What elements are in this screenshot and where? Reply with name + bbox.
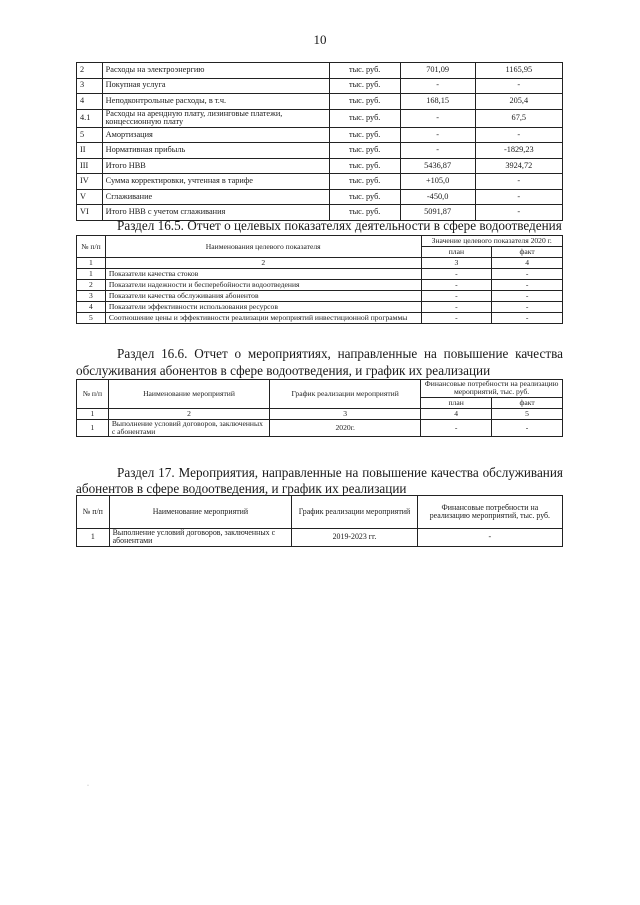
row-name: Показатели надежности и бесперебойности водоотведения [105,280,421,291]
table-row [77,174,563,190]
index-row [77,258,563,269]
row-plan: - [421,280,492,291]
section-17-heading-line2: абонентов в сфере водоотведения, и график их реализации [76,481,407,496]
row-name: Выполнение условий договоров, заключенных с абонентами [108,420,269,437]
row-plan: - [400,127,475,143]
row-number: 3 [77,78,103,94]
row-name: Амортизация [102,127,329,143]
table-row [77,420,563,437]
row-number: III [77,158,103,174]
row-name: Итого НВВ [102,158,329,174]
row-name: Сумма корректировки, учтенная в тарифе [102,174,329,190]
row-name: Выполнение условий договоров, заключенных с абонентами [109,529,292,547]
col-header-name: Наименование мероприятий [109,496,292,529]
index-cell: 2 [108,409,269,420]
row-number: V [77,189,103,205]
table-row [77,269,563,280]
row-name: Расходы на электроэнергию [102,63,329,79]
row-number: 4 [77,302,106,313]
table-row [77,189,563,205]
col-header-schedule: График реализации мероприятий [292,496,418,529]
col-header-value: Значение целевого показателя 2020 г. [421,236,562,247]
index-cell: 3 [270,409,421,420]
col-header-fact: факт [492,397,563,408]
row-plan: - [421,269,492,280]
row-name: Неподконтрольные расходы, в т.ч. [102,94,329,110]
table-row [77,313,563,324]
row-unit: тыс. руб. [329,158,400,174]
margin-mark: · [87,783,89,789]
row-unit: тыс. руб. [329,109,400,127]
row-fact: 1165,95 [475,63,562,79]
measures-plan-table [76,495,563,547]
col-header-finance: Финансовые потребности на реализацию мероприятий, тыс. руб. [417,496,562,529]
row-plan: - [421,420,492,437]
row-fact: - [475,127,562,143]
col-header-num: № п/п [77,380,109,409]
row-fact: - [492,291,563,302]
row-name: Покупная услуга [102,78,329,94]
row-number: IV [77,174,103,190]
row-plan: - [421,291,492,302]
row-unit: тыс. руб. [329,78,400,94]
col-header-fact: факт [492,247,563,258]
row-fact: - [492,280,563,291]
row-plan: +105,0 [400,174,475,190]
row-plan: - [421,302,492,313]
row-name: Нормативная прибыль [102,143,329,159]
row-name: Расходы на арендную плату, лизинговые платежи, концессионную плату [102,109,329,127]
row-plan: 5091,87 [400,205,475,221]
table-row [77,302,563,313]
row-schedule: 2020г. [270,420,421,437]
section-16-6-heading-line2: обслуживания абонентов в сфере водоотведения, и график их реализации [76,363,491,378]
row-unit: тыс. руб. [329,205,400,221]
measures-report-table [76,379,563,437]
row-fact: - [475,205,562,221]
index-cell: 4 [421,409,492,420]
col-header-num: № п/п [77,496,110,529]
row-fact: - [492,302,563,313]
row-name: Показатели эффективности использования ресурсов [105,302,421,313]
row-plan: - [400,78,475,94]
row-name: Соотношение цены и эффективности реализации мероприятий инвестиционной программы [105,313,421,324]
col-header-plan: план [421,247,492,258]
row-number: 1 [77,269,106,280]
row-schedule: 2019-2023 гг. [292,529,418,547]
index-cell: 1 [77,409,109,420]
row-number: 2 [77,280,106,291]
table-row [77,529,563,547]
row-number: 2 [77,63,103,79]
row-plan: 701,09 [400,63,475,79]
index-row [77,409,563,420]
row-number: 5 [77,127,103,143]
row-number: 1 [77,529,110,547]
row-name: Показатели качества стоков [105,269,421,280]
row-plan: - [421,313,492,324]
row-fact: - [475,78,562,94]
row-unit: тыс. руб. [329,189,400,205]
index-cell: 1 [77,258,106,269]
col-header-name: Наименования целевого показателя [105,236,421,258]
section-16-5-heading: Раздел 16.5. Отчет о целевых показателях деятельности в сфере водоотведения [117,218,562,233]
target-indicators-table [76,235,563,324]
row-plan: - [400,109,475,127]
table-row [77,109,563,127]
col-header-finance: Финансовые потребности на реализацию мероприятий, тыс. руб. [421,380,563,398]
row-unit: тыс. руб. [329,63,400,79]
section-16-6-heading-line1: Раздел 16.6. Отчет о мероприятиях, направленные на повышение качества [117,346,563,361]
table-row [77,280,563,291]
row-unit: тыс. руб. [329,94,400,110]
row-unit: тыс. руб. [329,127,400,143]
row-finance: - [417,529,562,547]
index-cell: 5 [492,409,563,420]
row-plan: 168,15 [400,94,475,110]
index-cell: 4 [492,258,563,269]
row-fact: 205,4 [475,94,562,110]
row-name: Показатели качества обслуживания абонентов [105,291,421,302]
table-row [77,78,563,94]
row-number: 4.1 [77,109,103,127]
col-header-schedule: График реализации мероприятий [270,380,421,409]
index-cell: 3 [421,258,492,269]
row-fact: - [492,269,563,280]
row-fact: -1829,23 [475,143,562,159]
table-row [77,158,563,174]
row-name: Итого НВВ с учетом сглаживания [102,205,329,221]
row-fact: 67,5 [475,109,562,127]
row-number: 5 [77,313,106,324]
row-number: II [77,143,103,159]
col-header-plan: план [421,397,492,408]
expenses-table [76,62,563,221]
table-row [77,94,563,110]
row-fact: - [492,313,563,324]
row-number: 3 [77,291,106,302]
row-name: Сглаживание [102,189,329,205]
table-row [77,63,563,79]
row-unit: тыс. руб. [329,174,400,190]
col-header-name: Наименование мероприятий [108,380,269,409]
row-number: 1 [77,420,109,437]
table-row [77,143,563,159]
row-plan: 5436,87 [400,158,475,174]
row-plan: - [400,143,475,159]
section-17-heading-line1: Раздел 17. Мероприятия, направленные на повышение качества обслуживания [117,465,563,480]
row-number: VI [77,205,103,221]
row-unit: тыс. руб. [329,143,400,159]
row-fact: 3924,72 [475,158,562,174]
col-header-num: № п/п [77,236,106,258]
row-fact: - [475,189,562,205]
table-row [77,291,563,302]
row-number: 4 [77,94,103,110]
table-row [77,127,563,143]
page-number: 10 [313,32,327,47]
index-cell: 2 [105,258,421,269]
row-plan: -450,0 [400,189,475,205]
row-fact: - [475,174,562,190]
row-fact: - [492,420,563,437]
